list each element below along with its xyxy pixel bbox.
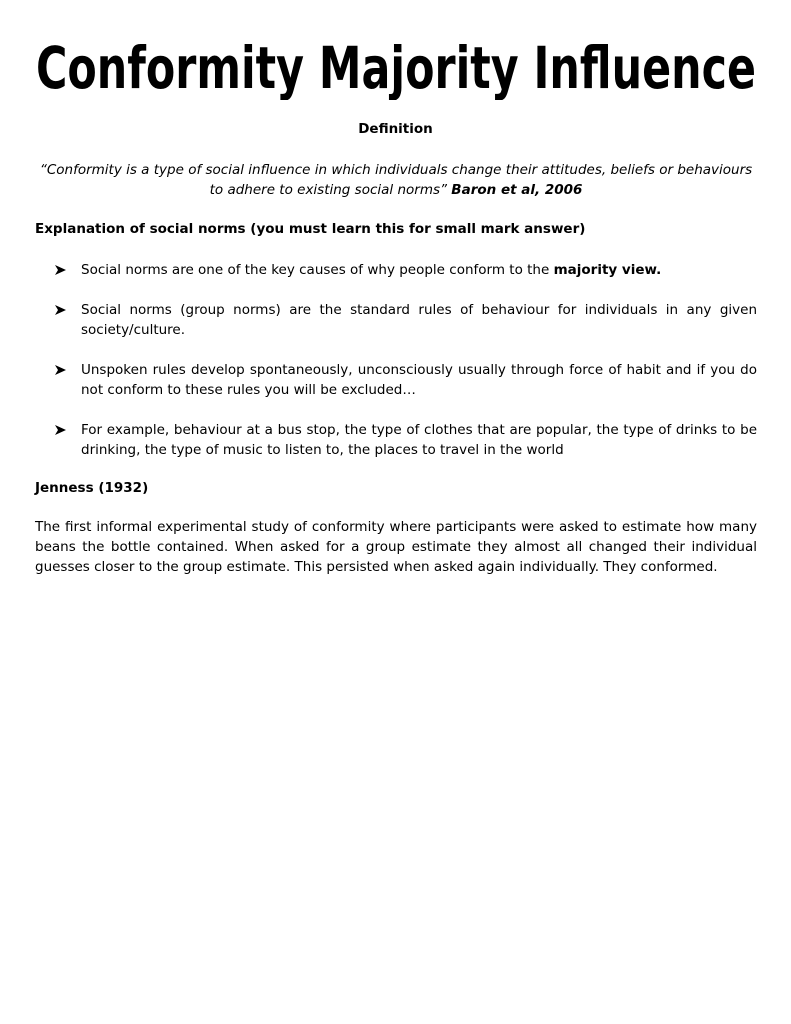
page-title-graphic: [34, 16, 759, 100]
list-item: [55, 300, 757, 340]
jenness-paragraph: The first informal experimental study of conformity where participants were asked to estimate how many beans the bottle contained. When asked for a group estimate they almost all changed their individual guesses closer to the group estimate. This persisted when asked again individually. They conformed.: [35, 519, 757, 575]
social-norms-list: [55, 260, 757, 480]
list-item: [55, 420, 757, 460]
arrowhead-bullet-icon: [55, 305, 66, 315]
list-item-text: For example, behaviour at a bus stop, the type of clothes that are popular, the type of drinks to be drinking, the type of music to listen to, the places to travel in the world: [81, 422, 757, 458]
arrowhead-bullet-icon: [55, 425, 66, 435]
list-item: [55, 260, 757, 280]
list-item-text: Social norms (group norms) are the standard rules of behaviour for individuals in any given society/culture.: [81, 302, 757, 338]
arrowhead-bullet-icon: [55, 265, 66, 275]
definition-heading: Definition: [358, 121, 433, 137]
list-item-text: Social norms are one of the key causes of why people conform to the: [81, 262, 550, 278]
list-item-text: Unspoken rules develop spontaneously, unconsciously usually through force of habit and if you do not conform to these rules you will be excluded…: [81, 362, 757, 398]
quote-citation: Baron et al, 2006: [451, 182, 583, 198]
definition-quote: [35, 160, 757, 200]
quote-text: “Conformity is a type of social influence in which individuals change their attitudes, beliefs or behaviours to adhere to existing social norms”: [39, 162, 753, 198]
explanation-heading: Explanation of social norms (you must learn this for small mark answer): [35, 221, 586, 237]
jenness-heading: Jenness (1932): [35, 480, 149, 496]
page-title-text: Conformity Majority Influence: [36, 34, 756, 100]
page-title: [34, 16, 759, 100]
arrowhead-bullet-icon: [55, 365, 66, 375]
list-item: [55, 360, 757, 400]
list-item-bold-text: majority view.: [553, 262, 662, 278]
